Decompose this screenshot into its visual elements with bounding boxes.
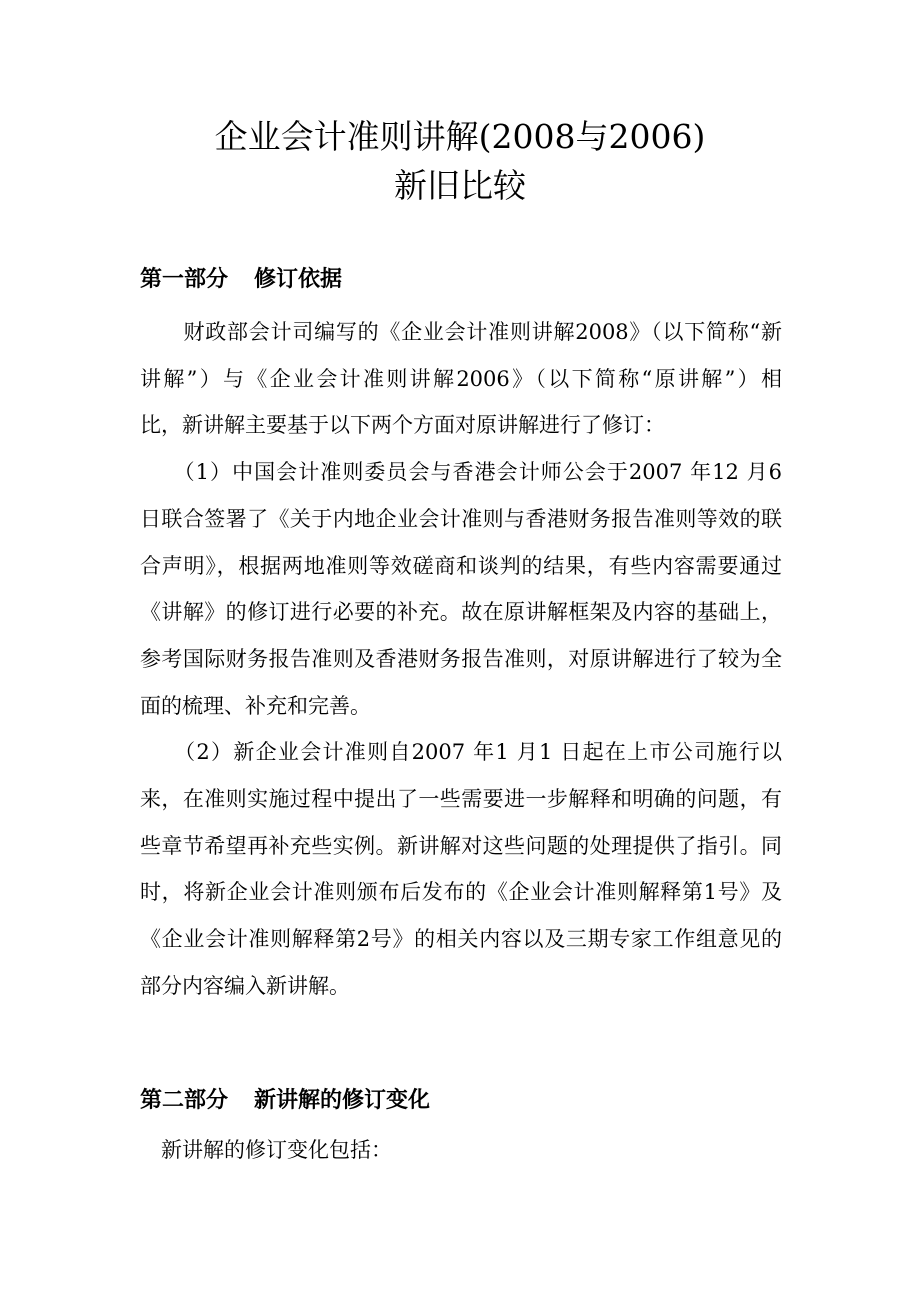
paragraph-line: 《企业会计准则解释第2号》的相关内容以及三期专家工作组意见的 (140, 927, 782, 952)
paragraph-line: 些章节希望再补充些实例。新讲解对这些问题的处理提供了指引。同 (140, 833, 782, 858)
paragraph-line: 部分内容编入新讲解。 (140, 973, 350, 998)
paragraph-line: 《讲解》的修订进行必要的补充。故在原讲解框架及内容的基础上， (140, 600, 782, 625)
paragraph-line: 财政部会计司编写的《企业会计准则讲解2008》（以下简称“新 (140, 320, 782, 344)
paragraph-line: 来，在准则实施过程中提出了一些需要进一步解释和明确的问题，有 (140, 787, 782, 811)
section-heading-2 (140, 1086, 430, 1116)
paragraph-line: 讲解”）与《企业会计准则讲解2006》（以下简称“原讲解”）相 (140, 366, 782, 391)
paragraph-line: 比，新讲解主要基于以下两个方面对原讲解进行了修订： (140, 413, 665, 438)
document-title: 企业会计准则讲解(2008与2006) (214, 117, 706, 156)
paragraph-line: 合声明》，根据两地准则等效磋商和谈判的结果，有些内容需要通过 (140, 553, 782, 578)
section-heading-1 (140, 265, 342, 295)
paragraph-line: 日联合签署了《关于内地企业会计准则与香港财务报告准则等效的联 (140, 506, 782, 531)
section-title: 修订依据 (254, 267, 343, 292)
paragraph-line: 时，将新企业会计准则颁布后发布的《企业会计准则解释第1号》及 (140, 880, 782, 905)
paragraph-line: （1）中国会计准则委员会与香港会计师公会于2007 年12 月6 (140, 460, 782, 485)
paragraph-line: 新讲解的修订变化包括： (140, 1138, 392, 1162)
section-number: 第一部分 (140, 267, 229, 292)
document-subtitle: 新旧比较 (394, 166, 526, 205)
paragraph-line: （2）新企业会计准则自2007 年1 月1 日起在上市公司施行以 (140, 740, 782, 765)
section-title: 新讲解的修订变化 (254, 1088, 431, 1113)
paragraph-line: 面的梳理、补充和完善。 (140, 693, 371, 718)
paragraph-line: 参考国际财务报告准则及香港财务报告准则，对原讲解进行了较为全 (140, 646, 782, 671)
section-number: 第二部分 (140, 1088, 229, 1113)
